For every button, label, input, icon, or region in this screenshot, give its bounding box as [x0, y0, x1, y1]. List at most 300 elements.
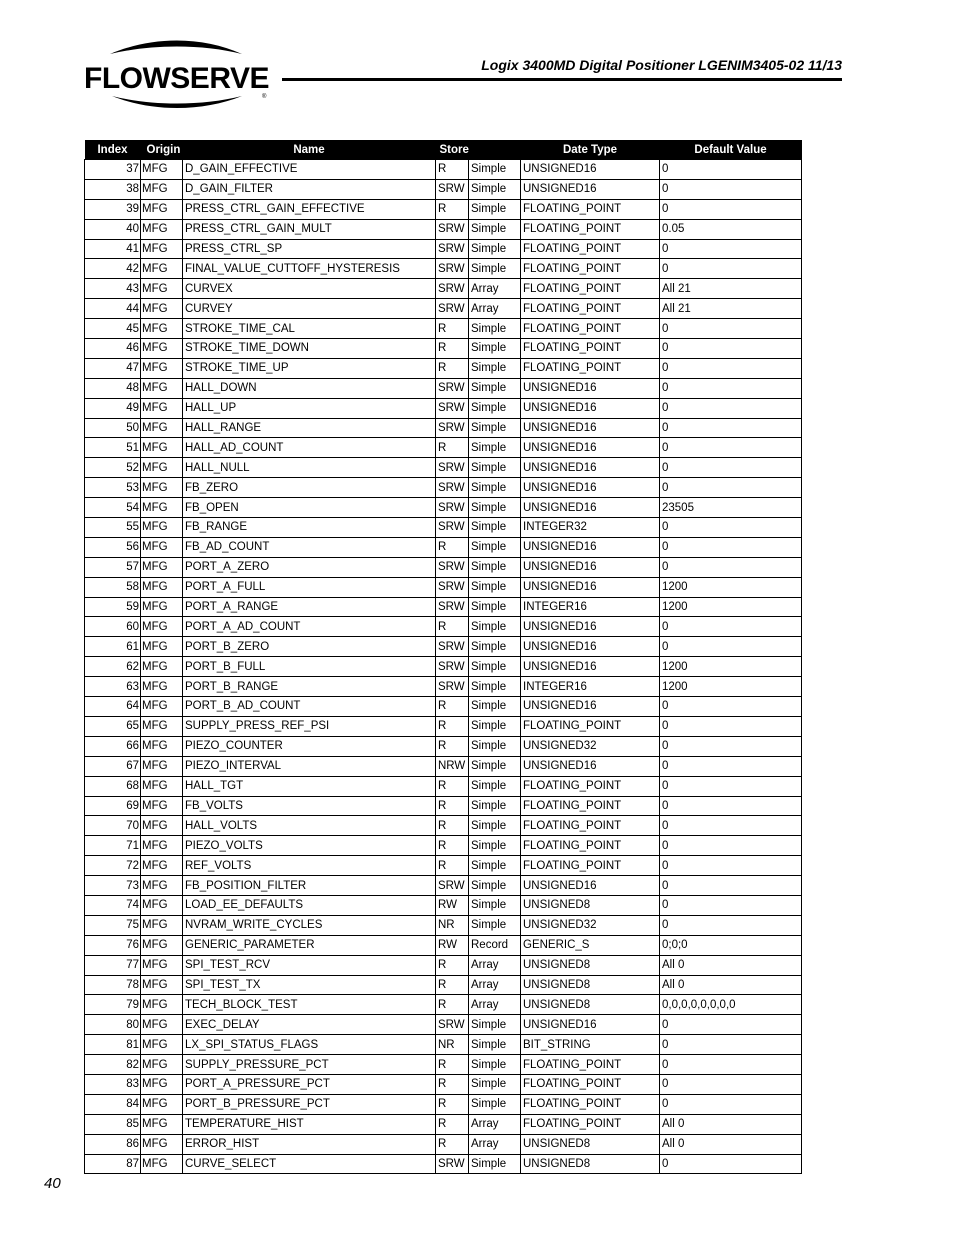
- cell-index: 37: [85, 160, 141, 180]
- cell-origin: MFG: [141, 577, 183, 597]
- cell-origin: MFG: [141, 716, 183, 736]
- cell-store: SRW: [436, 657, 469, 677]
- cell-name: HALL_TGT: [183, 776, 436, 796]
- cell-index: 68: [85, 776, 141, 796]
- cell-index: 73: [85, 876, 141, 896]
- cell-origin: MFG: [141, 358, 183, 378]
- cell-default-value: 0: [660, 1035, 802, 1055]
- cell-store: SRW: [436, 557, 469, 577]
- cell-index: 60: [85, 617, 141, 637]
- cell-name: HALL_AD_COUNT: [183, 438, 436, 458]
- cell-name: ERROR_HIST: [183, 1134, 436, 1154]
- cell-kind: Array: [469, 279, 521, 299]
- table-row: [85, 716, 802, 736]
- table-row: [85, 557, 802, 577]
- cell-store: R: [436, 537, 469, 557]
- cell-origin: MFG: [141, 677, 183, 697]
- cell-kind: Simple: [469, 319, 521, 339]
- cell-index: 40: [85, 219, 141, 239]
- cell-origin: MFG: [141, 438, 183, 458]
- cell-name: STROKE_TIME_CAL: [183, 319, 436, 339]
- cell-store: RW: [436, 895, 469, 915]
- cell-kind: Array: [469, 1134, 521, 1154]
- cell-kind: Array: [469, 299, 521, 319]
- cell-data-type: UNSIGNED8: [521, 995, 660, 1015]
- cell-index: 71: [85, 836, 141, 856]
- cell-name: SPI_TEST_TX: [183, 975, 436, 995]
- cell-kind: Simple: [469, 1035, 521, 1055]
- cell-store: R: [436, 358, 469, 378]
- cell-store: SRW: [436, 597, 469, 617]
- cell-origin: MFG: [141, 736, 183, 756]
- cell-kind: Simple: [469, 657, 521, 677]
- cell-index: 67: [85, 756, 141, 776]
- table-header: [85, 140, 802, 160]
- cell-index: 42: [85, 259, 141, 279]
- cell-kind: Simple: [469, 458, 521, 478]
- cell-name: D_GAIN_EFFECTIVE: [183, 160, 436, 180]
- cell-data-type: UNSIGNED16: [521, 458, 660, 478]
- cell-index: 57: [85, 557, 141, 577]
- cell-store: R: [436, 617, 469, 637]
- table-row: [85, 299, 802, 319]
- cell-origin: MFG: [141, 1154, 183, 1174]
- cell-origin: MFG: [141, 637, 183, 657]
- cell-origin: MFG: [141, 498, 183, 518]
- cell-default-value: 0: [660, 458, 802, 478]
- cell-data-type: FLOATING_POINT: [521, 358, 660, 378]
- cell-origin: MFG: [141, 1094, 183, 1114]
- cell-store: SRW: [436, 299, 469, 319]
- cell-store: R: [436, 856, 469, 876]
- cell-data-type: GENERIC_S: [521, 935, 660, 955]
- cell-store: R: [436, 339, 469, 359]
- cell-index: 56: [85, 537, 141, 557]
- table-row: [85, 199, 802, 219]
- cell-default-value: 0: [660, 398, 802, 418]
- cell-origin: MFG: [141, 915, 183, 935]
- cell-default-value: 0: [660, 1015, 802, 1035]
- cell-name: NVRAM_WRITE_CYCLES: [183, 915, 436, 935]
- cell-origin: MFG: [141, 398, 183, 418]
- table-body: [85, 160, 802, 1174]
- cell-data-type: FLOATING_POINT: [521, 239, 660, 259]
- cell-store: RW: [436, 935, 469, 955]
- cell-kind: Simple: [469, 637, 521, 657]
- cell-default-value: 0;0;0: [660, 935, 802, 955]
- cell-data-type: UNSIGNED16: [521, 398, 660, 418]
- cell-data-type: FLOATING_POINT: [521, 1074, 660, 1094]
- cell-index: 79: [85, 995, 141, 1015]
- cell-kind: Simple: [469, 915, 521, 935]
- cell-index: 44: [85, 299, 141, 319]
- cell-kind: Simple: [469, 597, 521, 617]
- cell-kind: Simple: [469, 498, 521, 518]
- cell-name: PORT_B_AD_COUNT: [183, 697, 436, 717]
- cell-origin: MFG: [141, 478, 183, 498]
- cell-index: 85: [85, 1114, 141, 1134]
- cell-data-type: UNSIGNED16: [521, 876, 660, 896]
- cell-data-type: BIT_STRING: [521, 1035, 660, 1055]
- cell-name: PORT_B_FULL: [183, 657, 436, 677]
- cell-kind: Simple: [469, 876, 521, 896]
- cell-kind: Simple: [469, 537, 521, 557]
- cell-data-type: FLOATING_POINT: [521, 796, 660, 816]
- header-rule: [282, 78, 842, 81]
- cell-default-value: 0: [660, 179, 802, 199]
- cell-default-value: 0: [660, 557, 802, 577]
- cell-name: REF_VOLTS: [183, 856, 436, 876]
- cell-kind: Simple: [469, 716, 521, 736]
- cell-default-value: 0: [660, 1055, 802, 1075]
- cell-name: FB_RANGE: [183, 518, 436, 538]
- cell-kind: Simple: [469, 796, 521, 816]
- parameter-table: [84, 140, 802, 1174]
- table-row: [85, 378, 802, 398]
- cell-default-value: 0: [660, 1074, 802, 1094]
- svg-text:®: ®: [262, 94, 267, 100]
- cell-data-type: UNSIGNED8: [521, 895, 660, 915]
- cell-kind: Simple: [469, 816, 521, 836]
- cell-default-value: 0: [660, 199, 802, 219]
- cell-data-type: UNSIGNED32: [521, 736, 660, 756]
- cell-name: PIEZO_COUNTER: [183, 736, 436, 756]
- cell-data-type: INTEGER16: [521, 597, 660, 617]
- cell-name: HALL_UP: [183, 398, 436, 418]
- cell-data-type: UNSIGNED16: [521, 160, 660, 180]
- cell-origin: MFG: [141, 299, 183, 319]
- table-row: [85, 915, 802, 935]
- table-row: [85, 637, 802, 657]
- cell-store: SRW: [436, 876, 469, 896]
- cell-default-value: 1200: [660, 597, 802, 617]
- cell-origin: MFG: [141, 378, 183, 398]
- table-row: [85, 339, 802, 359]
- cell-store: SRW: [436, 259, 469, 279]
- cell-data-type: FLOATING_POINT: [521, 259, 660, 279]
- cell-origin: MFG: [141, 1074, 183, 1094]
- table-row: [85, 935, 802, 955]
- cell-index: 82: [85, 1055, 141, 1075]
- cell-index: 38: [85, 179, 141, 199]
- cell-data-type: FLOATING_POINT: [521, 219, 660, 239]
- cell-name: EXEC_DELAY: [183, 1015, 436, 1035]
- cell-name: D_GAIN_FILTER: [183, 179, 436, 199]
- cell-name: PRESS_CTRL_GAIN_EFFECTIVE: [183, 199, 436, 219]
- cell-name: FB_ZERO: [183, 478, 436, 498]
- table-row: [85, 955, 802, 975]
- cell-default-value: All 21: [660, 299, 802, 319]
- cell-origin: MFG: [141, 657, 183, 677]
- table-row: [85, 1134, 802, 1154]
- cell-origin: MFG: [141, 1015, 183, 1035]
- cell-index: 53: [85, 478, 141, 498]
- cell-store: R: [436, 716, 469, 736]
- cell-kind: Simple: [469, 438, 521, 458]
- cell-default-value: All 0: [660, 955, 802, 975]
- cell-store: SRW: [436, 378, 469, 398]
- table-row: [85, 895, 802, 915]
- cell-data-type: UNSIGNED8: [521, 1154, 660, 1174]
- table-row: [85, 697, 802, 717]
- cell-index: 55: [85, 518, 141, 538]
- cell-kind: Simple: [469, 697, 521, 717]
- cell-origin: MFG: [141, 955, 183, 975]
- table-row: [85, 418, 802, 438]
- cell-store: R: [436, 1114, 469, 1134]
- cell-default-value: 0.05: [660, 219, 802, 239]
- table-row: [85, 1114, 802, 1134]
- table-row: [85, 677, 802, 697]
- cell-default-value: 0: [660, 637, 802, 657]
- column-header-origin: Origin: [141, 140, 183, 160]
- table-row: [85, 358, 802, 378]
- column-header-default-value: Default Value: [660, 140, 802, 160]
- cell-index: 61: [85, 637, 141, 657]
- cell-store: SRW: [436, 637, 469, 657]
- cell-name: FB_OPEN: [183, 498, 436, 518]
- cell-default-value: 0: [660, 716, 802, 736]
- cell-index: 41: [85, 239, 141, 259]
- table-row: [85, 876, 802, 896]
- cell-index: 47: [85, 358, 141, 378]
- cell-data-type: UNSIGNED16: [521, 1015, 660, 1035]
- cell-default-value: 0: [660, 915, 802, 935]
- cell-name: LX_SPI_STATUS_FLAGS: [183, 1035, 436, 1055]
- cell-kind: Array: [469, 955, 521, 975]
- table-row: [85, 478, 802, 498]
- cell-store: SRW: [436, 219, 469, 239]
- cell-store: R: [436, 1074, 469, 1094]
- cell-default-value: 0: [660, 537, 802, 557]
- cell-index: 81: [85, 1035, 141, 1055]
- cell-default-value: 0: [660, 895, 802, 915]
- table-row: [85, 597, 802, 617]
- cell-index: 83: [85, 1074, 141, 1094]
- cell-data-type: UNSIGNED8: [521, 975, 660, 995]
- cell-origin: MFG: [141, 557, 183, 577]
- cell-data-type: FLOATING_POINT: [521, 1094, 660, 1114]
- cell-index: 54: [85, 498, 141, 518]
- table-row: [85, 1015, 802, 1035]
- cell-kind: Simple: [469, 557, 521, 577]
- cell-default-value: 0: [660, 239, 802, 259]
- cell-store: NR: [436, 1035, 469, 1055]
- cell-default-value: All 0: [660, 975, 802, 995]
- cell-default-value: 0: [660, 617, 802, 637]
- cell-data-type: FLOATING_POINT: [521, 836, 660, 856]
- table-row: [85, 756, 802, 776]
- cell-index: 78: [85, 975, 141, 995]
- cell-data-type: FLOATING_POINT: [521, 199, 660, 219]
- table-row: [85, 736, 802, 756]
- cell-kind: Simple: [469, 259, 521, 279]
- cell-data-type: FLOATING_POINT: [521, 856, 660, 876]
- cell-default-value: 0: [660, 160, 802, 180]
- cell-kind: Simple: [469, 398, 521, 418]
- table-row: [85, 179, 802, 199]
- cell-index: 63: [85, 677, 141, 697]
- cell-default-value: 0: [660, 518, 802, 538]
- cell-kind: Simple: [469, 677, 521, 697]
- cell-index: 80: [85, 1015, 141, 1035]
- cell-kind: Simple: [469, 1055, 521, 1075]
- cell-kind: Simple: [469, 1094, 521, 1114]
- cell-index: 45: [85, 319, 141, 339]
- cell-index: 65: [85, 716, 141, 736]
- table-row: [85, 458, 802, 478]
- table-row: [85, 836, 802, 856]
- cell-origin: MFG: [141, 597, 183, 617]
- cell-store: SRW: [436, 478, 469, 498]
- cell-kind: Simple: [469, 1015, 521, 1035]
- table-row: [85, 219, 802, 239]
- cell-name: HALL_VOLTS: [183, 816, 436, 836]
- column-header-index: Index: [85, 140, 141, 160]
- cell-kind: Simple: [469, 856, 521, 876]
- table-row: [85, 776, 802, 796]
- cell-name: FB_AD_COUNT: [183, 537, 436, 557]
- cell-default-value: 0: [660, 358, 802, 378]
- cell-name: PORT_A_AD_COUNT: [183, 617, 436, 637]
- cell-kind: Simple: [469, 1154, 521, 1174]
- cell-store: R: [436, 796, 469, 816]
- cell-kind: Array: [469, 1114, 521, 1134]
- cell-kind: Simple: [469, 776, 521, 796]
- table-row: [85, 995, 802, 1015]
- cell-index: 72: [85, 856, 141, 876]
- cell-store: SRW: [436, 279, 469, 299]
- cell-store: SRW: [436, 458, 469, 478]
- cell-default-value: 0: [660, 378, 802, 398]
- cell-index: 70: [85, 816, 141, 836]
- cell-kind: Array: [469, 975, 521, 995]
- table-row: [85, 498, 802, 518]
- cell-index: 62: [85, 657, 141, 677]
- cell-index: 69: [85, 796, 141, 816]
- cell-name: SUPPLY_PRESS_REF_PSI: [183, 716, 436, 736]
- cell-name: TEMPERATURE_HIST: [183, 1114, 436, 1134]
- cell-default-value: All 0: [660, 1114, 802, 1134]
- cell-store: SRW: [436, 179, 469, 199]
- cell-index: 49: [85, 398, 141, 418]
- cell-default-value: All 0: [660, 1134, 802, 1154]
- cell-data-type: UNSIGNED8: [521, 955, 660, 975]
- cell-origin: MFG: [141, 537, 183, 557]
- cell-store: SRW: [436, 677, 469, 697]
- cell-store: R: [436, 836, 469, 856]
- cell-origin: MFG: [141, 617, 183, 637]
- cell-index: 43: [85, 279, 141, 299]
- cell-kind: Array: [469, 995, 521, 1015]
- cell-name: PORT_B_RANGE: [183, 677, 436, 697]
- cell-kind: Simple: [469, 577, 521, 597]
- cell-origin: MFG: [141, 935, 183, 955]
- cell-name: FB_POSITION_FILTER: [183, 876, 436, 896]
- cell-name: PRESS_CTRL_GAIN_MULT: [183, 219, 436, 239]
- cell-kind: Simple: [469, 219, 521, 239]
- cell-default-value: 1200: [660, 577, 802, 597]
- cell-store: R: [436, 776, 469, 796]
- table-row: [85, 1154, 802, 1174]
- cell-origin: MFG: [141, 776, 183, 796]
- cell-origin: MFG: [141, 219, 183, 239]
- cell-store: R: [436, 955, 469, 975]
- column-header-store: Store: [436, 140, 521, 160]
- cell-origin: MFG: [141, 319, 183, 339]
- cell-index: 74: [85, 895, 141, 915]
- cell-origin: MFG: [141, 1055, 183, 1075]
- cell-data-type: FLOATING_POINT: [521, 319, 660, 339]
- cell-origin: MFG: [141, 756, 183, 776]
- cell-data-type: FLOATING_POINT: [521, 776, 660, 796]
- cell-name: PORT_B_ZERO: [183, 637, 436, 657]
- table-row: [85, 617, 802, 637]
- parameter-table-container: [84, 140, 801, 1174]
- cell-default-value: 0: [660, 1094, 802, 1114]
- cell-kind: Simple: [469, 478, 521, 498]
- cell-origin: MFG: [141, 876, 183, 896]
- cell-default-value: 0: [660, 319, 802, 339]
- cell-origin: MFG: [141, 995, 183, 1015]
- cell-store: R: [436, 1055, 469, 1075]
- cell-default-value: 0: [660, 697, 802, 717]
- cell-name: PIEZO_INTERVAL: [183, 756, 436, 776]
- cell-data-type: UNSIGNED16: [521, 438, 660, 458]
- cell-data-type: FLOATING_POINT: [521, 716, 660, 736]
- cell-name: PRESS_CTRL_SP: [183, 239, 436, 259]
- page-number: 40: [44, 1175, 61, 1192]
- cell-store: R: [436, 995, 469, 1015]
- cell-origin: MFG: [141, 816, 183, 836]
- cell-store: R: [436, 199, 469, 219]
- cell-index: 46: [85, 339, 141, 359]
- cell-store: SRW: [436, 1015, 469, 1035]
- table-row: [85, 1094, 802, 1114]
- cell-data-type: UNSIGNED16: [521, 537, 660, 557]
- cell-name: PORT_A_PRESSURE_PCT: [183, 1074, 436, 1094]
- cell-default-value: 0: [660, 756, 802, 776]
- cell-name: PORT_B_PRESSURE_PCT: [183, 1094, 436, 1114]
- cell-name: SUPPLY_PRESSURE_PCT: [183, 1055, 436, 1075]
- cell-index: 50: [85, 418, 141, 438]
- table-row: [85, 1035, 802, 1055]
- cell-default-value: 1200: [660, 677, 802, 697]
- cell-data-type: INTEGER32: [521, 518, 660, 538]
- cell-data-type: UNSIGNED16: [521, 617, 660, 637]
- cell-data-type: FLOATING_POINT: [521, 339, 660, 359]
- cell-kind: Simple: [469, 239, 521, 259]
- cell-default-value: 23505: [660, 498, 802, 518]
- cell-name: PIEZO_VOLTS: [183, 836, 436, 856]
- cell-index: 86: [85, 1134, 141, 1154]
- cell-data-type: UNSIGNED8: [521, 1134, 660, 1154]
- cell-name: TECH_BLOCK_TEST: [183, 995, 436, 1015]
- cell-store: SRW: [436, 577, 469, 597]
- cell-data-type: FLOATING_POINT: [521, 279, 660, 299]
- cell-kind: Simple: [469, 736, 521, 756]
- cell-default-value: 0: [660, 1154, 802, 1174]
- cell-kind: Simple: [469, 160, 521, 180]
- cell-origin: MFG: [141, 697, 183, 717]
- cell-name: SPI_TEST_RCV: [183, 955, 436, 975]
- cell-data-type: UNSIGNED16: [521, 498, 660, 518]
- cell-name: STROKE_TIME_UP: [183, 358, 436, 378]
- cell-index: 75: [85, 915, 141, 935]
- cell-origin: MFG: [141, 836, 183, 856]
- cell-data-type: UNSIGNED16: [521, 179, 660, 199]
- table-row: [85, 537, 802, 557]
